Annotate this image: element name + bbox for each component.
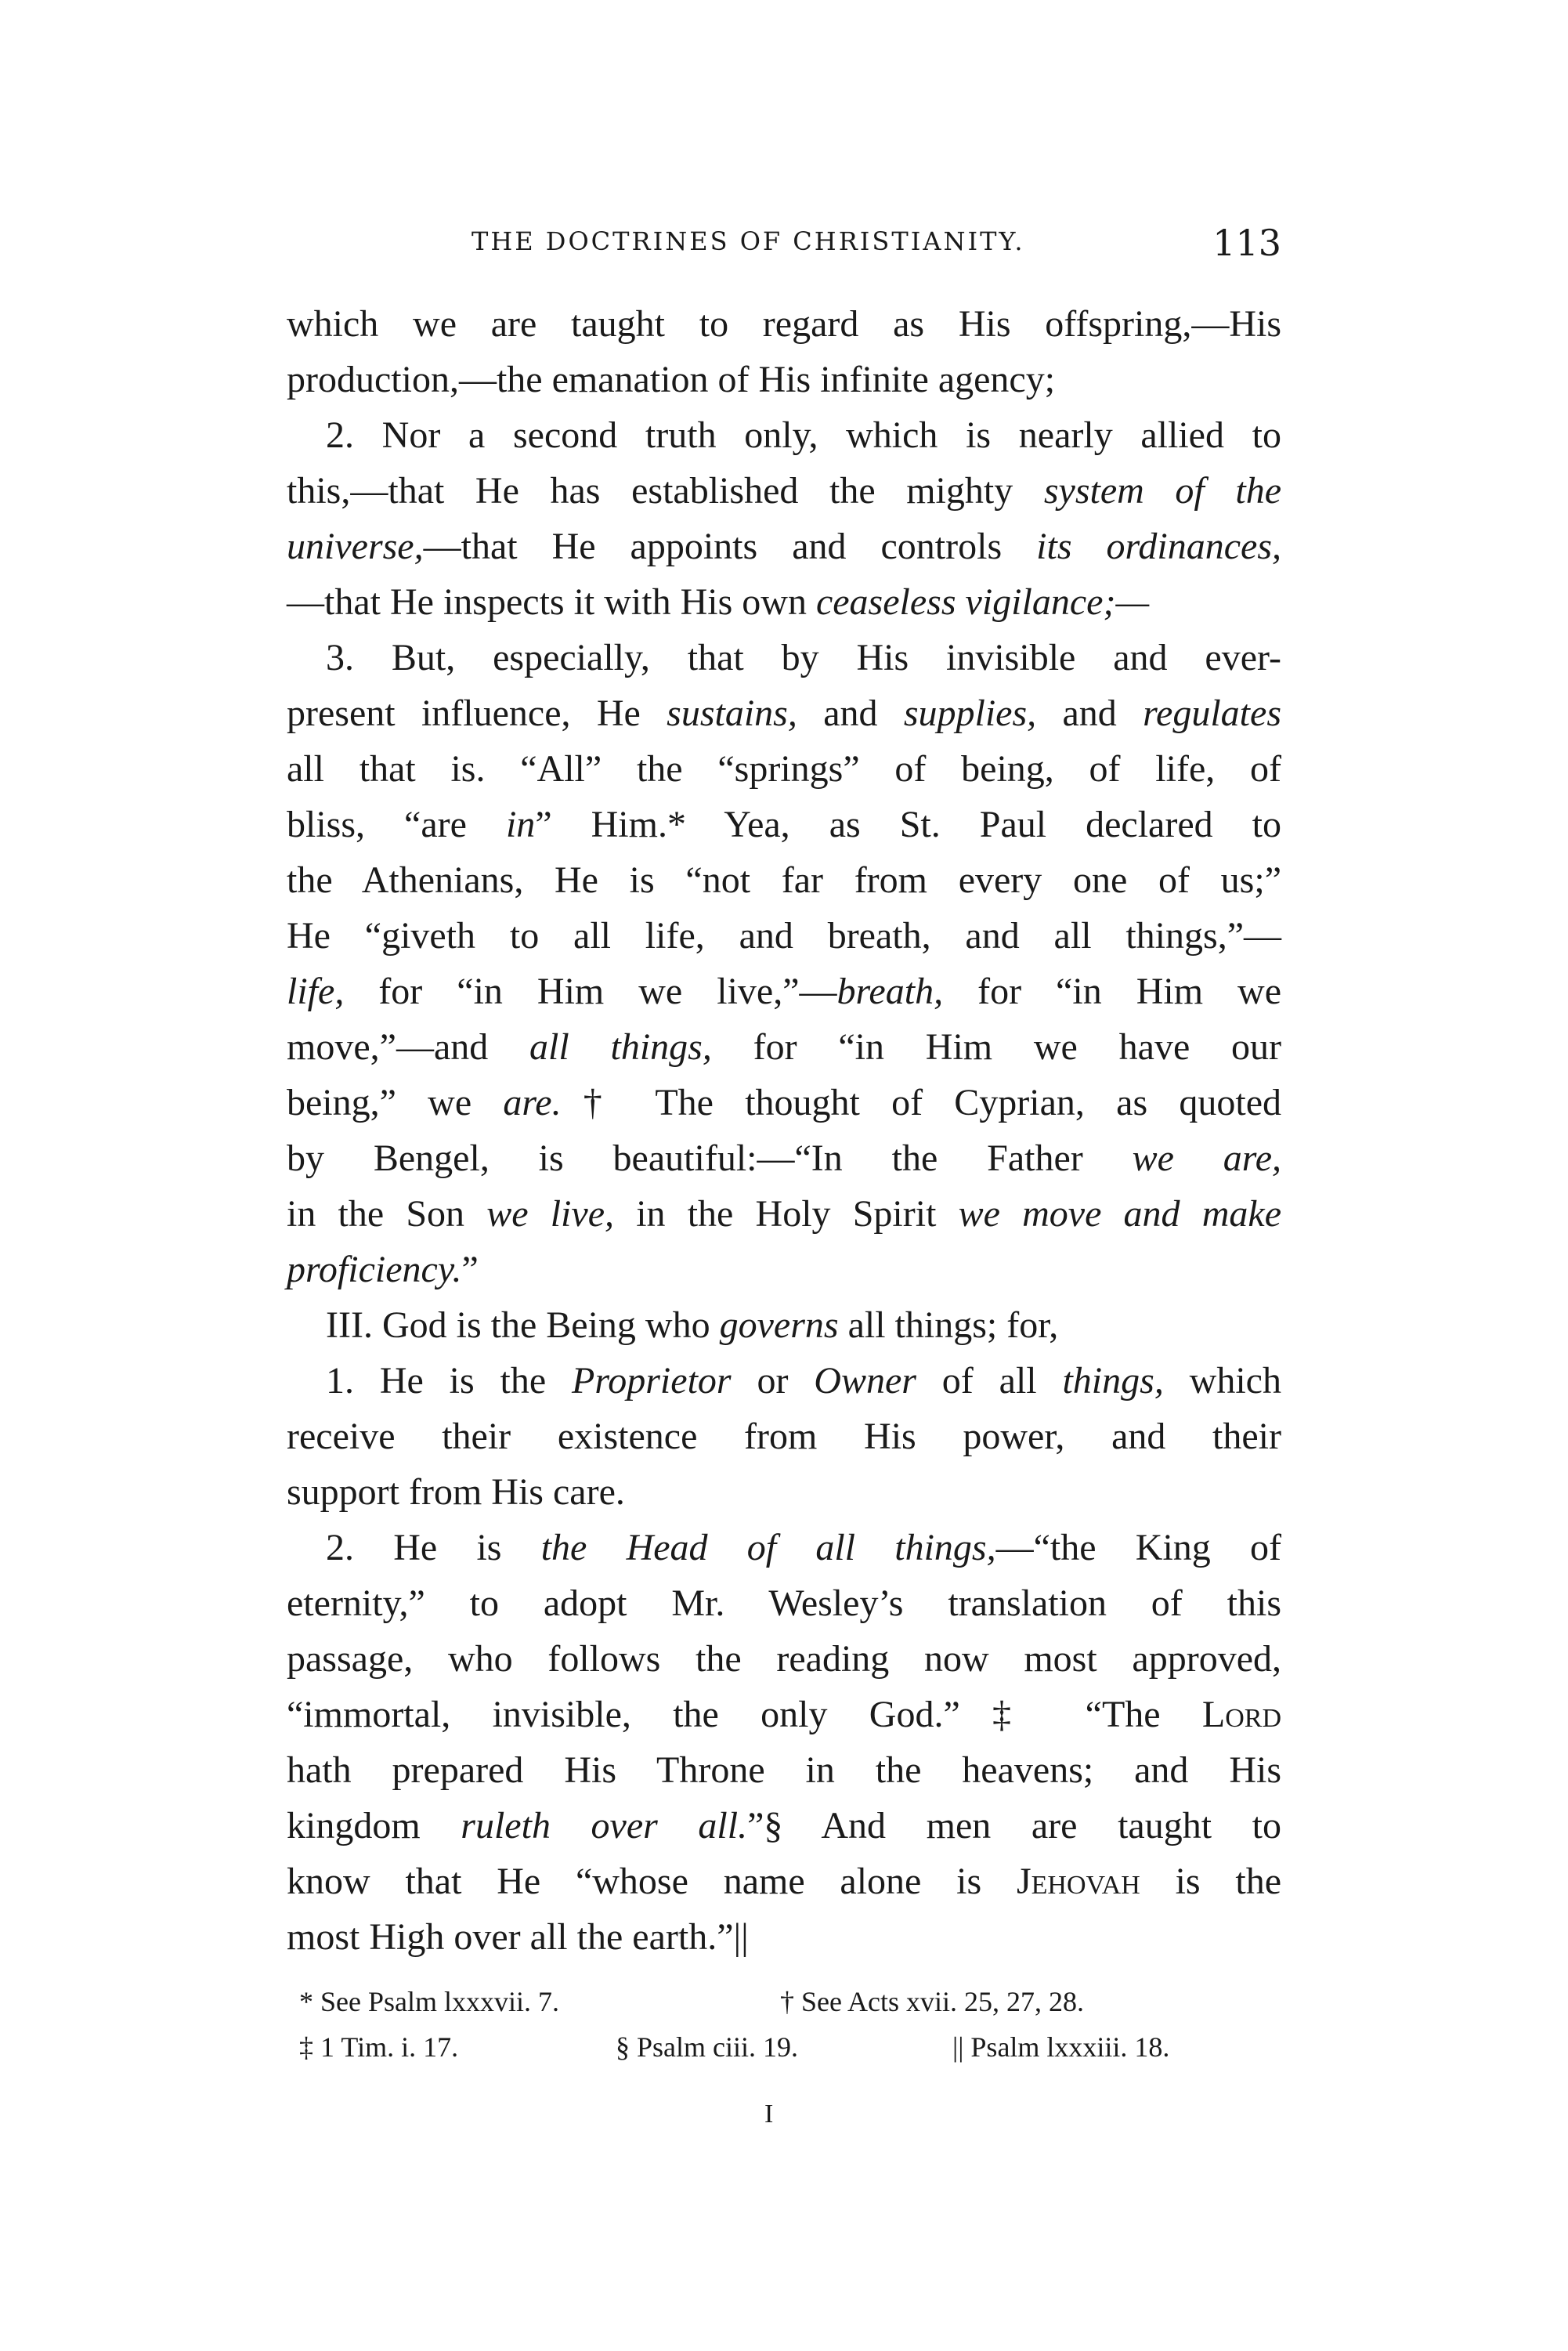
text-run: ”§ And men are taught to bbox=[747, 1805, 1281, 1846]
text-run-italic: life, bbox=[287, 971, 345, 1012]
text-run-italic: in bbox=[505, 804, 536, 845]
text-line bbox=[287, 1520, 1281, 1575]
text-line: He “giveth to all life, and breath, and all things,”— bbox=[287, 915, 1281, 957]
text-run: ” bbox=[461, 1249, 479, 1290]
text-run-italic: Owner bbox=[814, 1360, 916, 1402]
text-run-italic: governs bbox=[719, 1304, 839, 1346]
text-run: in the Son bbox=[287, 1193, 487, 1235]
text-run: kingdom bbox=[287, 1805, 461, 1846]
text-run-italic: things, bbox=[1062, 1360, 1164, 1402]
text-run-italic: its ordinances, bbox=[1036, 526, 1282, 567]
footnote: † See Acts xvii. 25, 27, 28. bbox=[780, 1986, 1084, 2017]
footnote-row bbox=[287, 2031, 1281, 2076]
footnote-row bbox=[287, 1985, 1281, 2031]
text-run: —that He inspects it with His own bbox=[287, 581, 816, 623]
text-run: “immortal, invisible, the only God.”‡ “The bbox=[287, 1694, 1202, 1735]
text-run: present influence, He bbox=[287, 693, 667, 734]
page-number: 113 bbox=[1212, 222, 1281, 264]
text-run: III. God is the Being who bbox=[326, 1304, 720, 1346]
text-line bbox=[287, 574, 1281, 630]
text-line bbox=[287, 519, 1281, 574]
text-line bbox=[287, 1019, 1281, 1075]
text-run: for “in Him we live,”— bbox=[344, 971, 837, 1012]
text-line bbox=[287, 1798, 1281, 1854]
text-line: all that is. “All” the “springs” of being, of life, of bbox=[287, 748, 1281, 790]
text-line bbox=[287, 463, 1281, 519]
text-line: hath prepared His Throne in the heavens; and His bbox=[287, 1749, 1281, 1791]
text-line bbox=[287, 1297, 1281, 1353]
text-run: and bbox=[797, 693, 904, 734]
text-run-italic: regulates bbox=[1143, 693, 1281, 734]
text-run-italic: the Head of all things, bbox=[540, 1527, 996, 1568]
text-run-italic: Proprietor bbox=[572, 1360, 732, 1402]
text-line bbox=[287, 1075, 1281, 1130]
text-run-smallcaps: Lord bbox=[1201, 1694, 1281, 1735]
text-run-italic: system of the bbox=[1043, 470, 1281, 512]
text-run-italic: ruleth over all. bbox=[461, 1805, 748, 1846]
text-run-italic: we are, bbox=[1132, 1138, 1282, 1179]
text-line: the Athenians, He is “not far from every one of us;” bbox=[287, 859, 1281, 901]
text-run: all things; for, bbox=[838, 1304, 1059, 1346]
text-run: —that He appoints and controls bbox=[423, 526, 1037, 567]
text-line: production,—the emanation of His infinite agency; bbox=[287, 359, 1056, 400]
text-run: 2. He is bbox=[326, 1527, 541, 1568]
text-run: know that He “whose name alone is bbox=[287, 1861, 1017, 1902]
footnote: ‡ 1 Tim. i. 17. bbox=[299, 2031, 459, 2063]
running-head bbox=[287, 222, 1281, 269]
text-line: 3. But, especially, that by His invisible and ever- bbox=[326, 637, 1281, 678]
footnotes bbox=[287, 1985, 1281, 2076]
text-line bbox=[287, 1186, 1281, 1242]
text-line bbox=[287, 1242, 1281, 1297]
text-line: most High over all the earth.”|| bbox=[287, 1916, 749, 1958]
text-run: being,” we bbox=[287, 1082, 504, 1123]
text-run: bliss, “are bbox=[287, 804, 506, 845]
text-run: this,—that He has established the mighty bbox=[287, 470, 1044, 512]
footnote: § Psalm ciii. 19. bbox=[616, 2031, 798, 2063]
text-run-italic: we live, bbox=[486, 1193, 615, 1235]
text-run: is the bbox=[1140, 1861, 1281, 1902]
text-run: —“the King of bbox=[995, 1527, 1281, 1568]
text-line bbox=[287, 1130, 1281, 1186]
text-run-italic: breath, bbox=[836, 971, 944, 1012]
text-line: 2. Nor a second truth only, which is nearly allied to bbox=[326, 414, 1281, 456]
footnote: * See Psalm lxxxvii. 7. bbox=[299, 1986, 559, 2017]
text-line: eternity,” to adopt Mr. Wesley’s translation of this bbox=[287, 1582, 1281, 1624]
text-run: by Bengel, is beautiful:—“In the Father bbox=[287, 1138, 1133, 1179]
running-title: THE DOCTRINES OF CHRISTIANITY. bbox=[471, 226, 1025, 256]
text-line bbox=[287, 685, 1281, 741]
text-run-italic: universe, bbox=[287, 526, 424, 567]
text-run-smallcaps: Jehovah bbox=[1016, 1861, 1140, 1902]
text-line: passage, who follows the reading now most approved, bbox=[287, 1638, 1281, 1680]
text-run: which bbox=[1163, 1360, 1281, 1402]
text-line: receive their existence from His power, and their bbox=[287, 1416, 1281, 1457]
text-run: and bbox=[1036, 693, 1143, 734]
text-run: move,”—and bbox=[287, 1026, 530, 1068]
text-run: for “in Him we have our bbox=[711, 1026, 1282, 1068]
text-line bbox=[287, 1353, 1281, 1409]
text-line: which we are taught to regard as His offspring,—His bbox=[287, 303, 1281, 345]
text-run-italic: are. bbox=[503, 1082, 562, 1123]
text-line bbox=[287, 964, 1281, 1019]
footnote: || Psalm lxxxiii. 18. bbox=[952, 2031, 1170, 2063]
text-run-italic: we move and make bbox=[958, 1193, 1282, 1235]
text-line: support from His care. bbox=[287, 1471, 625, 1513]
text-run-italic: sustains, bbox=[667, 693, 797, 734]
text-line bbox=[287, 1854, 1281, 1909]
text-line bbox=[287, 797, 1281, 852]
text-run-italic: supplies, bbox=[903, 693, 1037, 734]
text-run-italic: ceaseless vigilance;— bbox=[815, 581, 1150, 623]
signature-mark: I bbox=[764, 2100, 774, 2129]
text-run: † The thought of Cyprian, as quoted bbox=[561, 1082, 1281, 1123]
text-run: 1. He is the bbox=[326, 1360, 573, 1402]
text-run: in the Holy Spirit bbox=[614, 1193, 959, 1235]
body-text bbox=[287, 296, 1281, 1965]
text-run: of all bbox=[916, 1360, 1063, 1402]
text-run-italic: all things, bbox=[529, 1026, 712, 1068]
text-run-italic: proficiency. bbox=[287, 1249, 462, 1290]
text-line bbox=[287, 1687, 1281, 1742]
text-run: or bbox=[731, 1360, 815, 1402]
text-run: ” Him.* Yea, as St. Paul declared to bbox=[535, 804, 1281, 845]
book-page bbox=[287, 0, 1281, 2351]
text-run: for “in Him we bbox=[943, 971, 1281, 1012]
